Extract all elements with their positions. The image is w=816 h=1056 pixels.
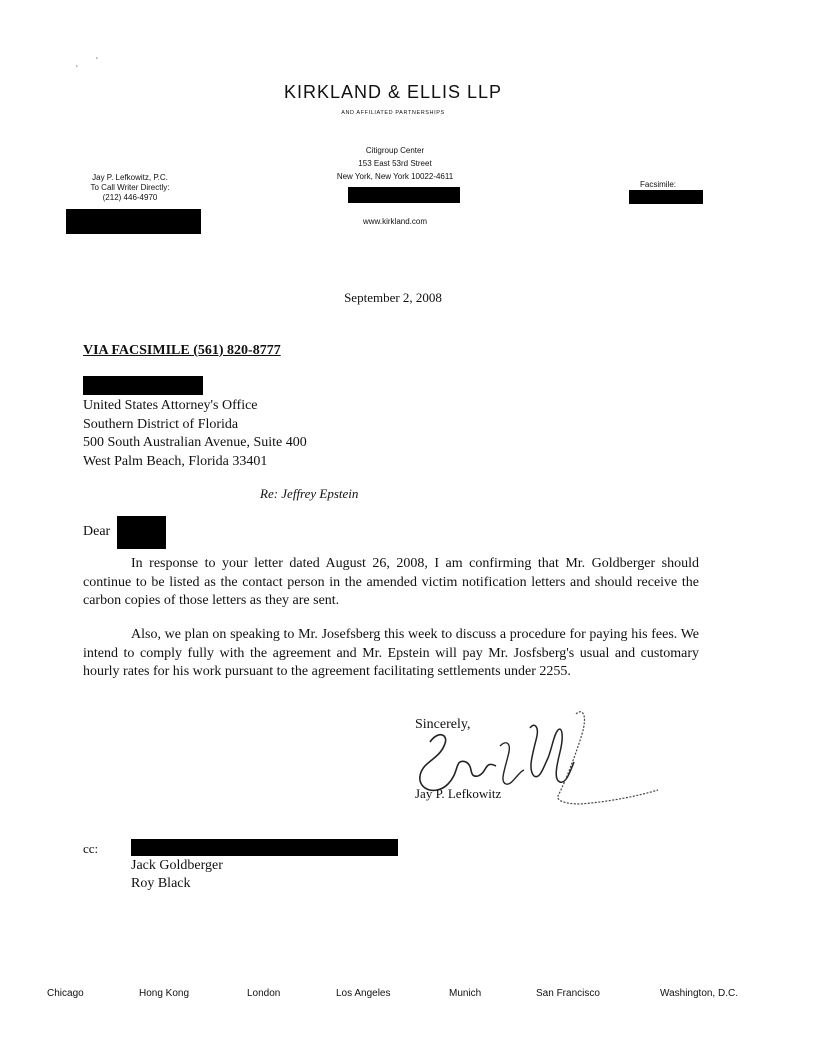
redaction-block — [131, 839, 398, 856]
letter-date: September 2, 2008 — [344, 290, 442, 305]
scan-mark: ' — [76, 64, 78, 75]
cc-label: cc: — [83, 841, 99, 856]
re-line: Re: Jeffrey Epstein — [260, 486, 359, 501]
body-paragraph: Also, we plan on speaking to Mr. Josefsberg this week to discuss a procedure for paying his fees. We intend to comply fully with the agreement and Mr. Epstein will pay Mr. Josfsberg's usual and customary hourly rates for his work pursuant to the agreement facilitating settlements under 2255. — [83, 627, 699, 679]
signer-name: Jay P. Lefkowitz — [415, 786, 502, 801]
facsimile-label: Facsimile: — [640, 180, 677, 189]
firm-website: www.kirkland.com — [362, 217, 427, 226]
office-chicago: Chicago — [47, 988, 84, 999]
redaction-block — [348, 187, 460, 203]
office-los-angeles: Los Angeles — [336, 988, 391, 999]
recipient-line: 500 South Australian Avenue, Suite 400 — [83, 435, 307, 450]
recipient-address — [83, 397, 307, 471]
office-san-francisco: San Francisco — [536, 988, 600, 999]
office-washington-dc: Washington, D.C. — [660, 988, 738, 999]
office-munich: Munich — [449, 988, 482, 999]
salutation: Dear — [83, 524, 111, 539]
closing: Sincerely, — [415, 717, 471, 732]
office-london: London — [247, 988, 281, 999]
address-line: Citigroup Center — [365, 146, 425, 155]
delivery-line: VIA FACSIMILE (561) 820-8777 — [83, 343, 281, 358]
firm-name: KIRKLAND & ELLIS LLP — [283, 82, 503, 102]
redaction-block — [629, 190, 703, 204]
address-line: 153 East 53rd Street — [358, 159, 432, 168]
address-line: New York, New York 10022-4611 — [336, 172, 454, 181]
firm-affiliation: AND AFFILIATED PARTNERSHIPS — [341, 110, 445, 116]
writer-phone: (212) 446-4970 — [102, 193, 158, 202]
writer-contact — [40, 173, 220, 203]
recipient-line: Southern District of Florida — [83, 416, 239, 432]
office-locations — [0, 988, 816, 1004]
recipient-line: West Palm Beach, Florida 33401 — [83, 453, 268, 469]
cc-name: Roy Black — [131, 876, 191, 891]
cc-name: Jack Goldberger — [131, 858, 223, 873]
firm-address — [300, 144, 490, 183]
writer-name: Jay P. Lefkowitz, P.C. — [92, 173, 168, 182]
office-hong-kong: Hong Kong — [139, 988, 190, 999]
redaction-block — [66, 209, 201, 234]
redaction-block — [117, 516, 166, 549]
cc-list — [131, 857, 223, 893]
writer-direct-label: To Call Writer Directly: — [90, 183, 170, 192]
recipient-line: United States Attorney's Office — [83, 398, 258, 413]
scan-mark: ' — [96, 56, 98, 67]
redaction-block — [83, 376, 203, 395]
body-paragraph: In response to your letter dated August 26, 2008, I am confirming that Mr. Goldberger should continue to be listed as the contact person in the amended victim notification letters and should receive the carbon copies of those letters as they are sent. — [83, 556, 699, 608]
